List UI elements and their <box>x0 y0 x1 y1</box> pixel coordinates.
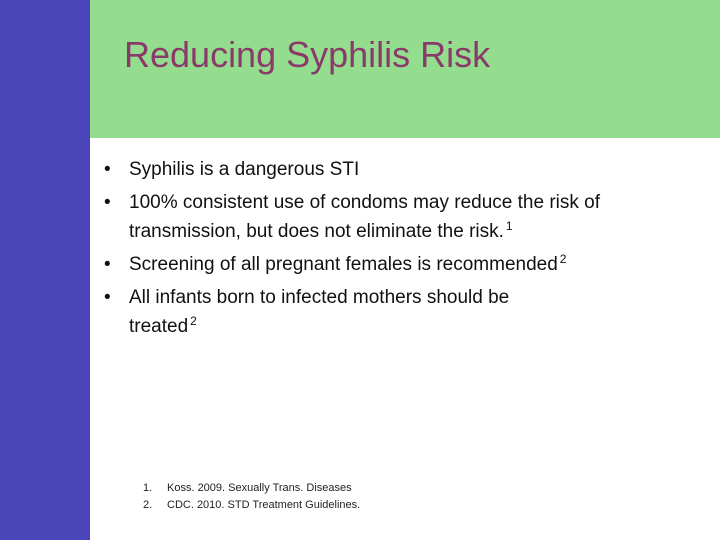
bullet-text-content: 100% consistent use of condoms may reduce the risk of transmission, but does not eliminate the risk. <box>129 192 601 242</box>
bullet-text <box>129 283 579 341</box>
reference-item <box>143 497 360 514</box>
reference-list <box>143 480 360 514</box>
slide-title: Reducing Syphilis Risk <box>124 34 491 75</box>
reference-number: 1. <box>143 482 153 494</box>
bullet-marker: • <box>104 287 111 308</box>
reference-text: CDC. 2010. STD Treatment Guidelines. <box>167 499 361 511</box>
bullet-text <box>129 155 704 184</box>
bullet-text <box>129 250 704 279</box>
left-accent-bar <box>0 0 90 540</box>
bullet-item <box>104 250 704 279</box>
bullet-text-content: Screening of all pregnant females is recommended <box>129 254 558 275</box>
bullet-text-content: All infants born to infected mothers should be treated <box>129 287 510 337</box>
reference-item <box>143 480 360 497</box>
bullet-item <box>104 188 704 246</box>
reference-number: 2. <box>143 499 153 511</box>
bullet-text-content: Syphilis is a dangerous STI <box>129 159 360 180</box>
bullet-text <box>129 188 689 246</box>
bullet-marker: • <box>104 159 111 180</box>
reference-text: Koss. 2009. Sexually Trans. Diseases <box>167 482 352 494</box>
citation-superscript: 1 <box>505 219 513 233</box>
bullet-marker: • <box>104 254 111 275</box>
citation-superscript: 2 <box>559 252 567 266</box>
bullet-marker: • <box>104 192 111 213</box>
bullet-item <box>104 155 704 184</box>
citation-superscript: 2 <box>190 314 197 328</box>
bullet-item <box>104 283 704 341</box>
bullet-list <box>104 155 704 345</box>
